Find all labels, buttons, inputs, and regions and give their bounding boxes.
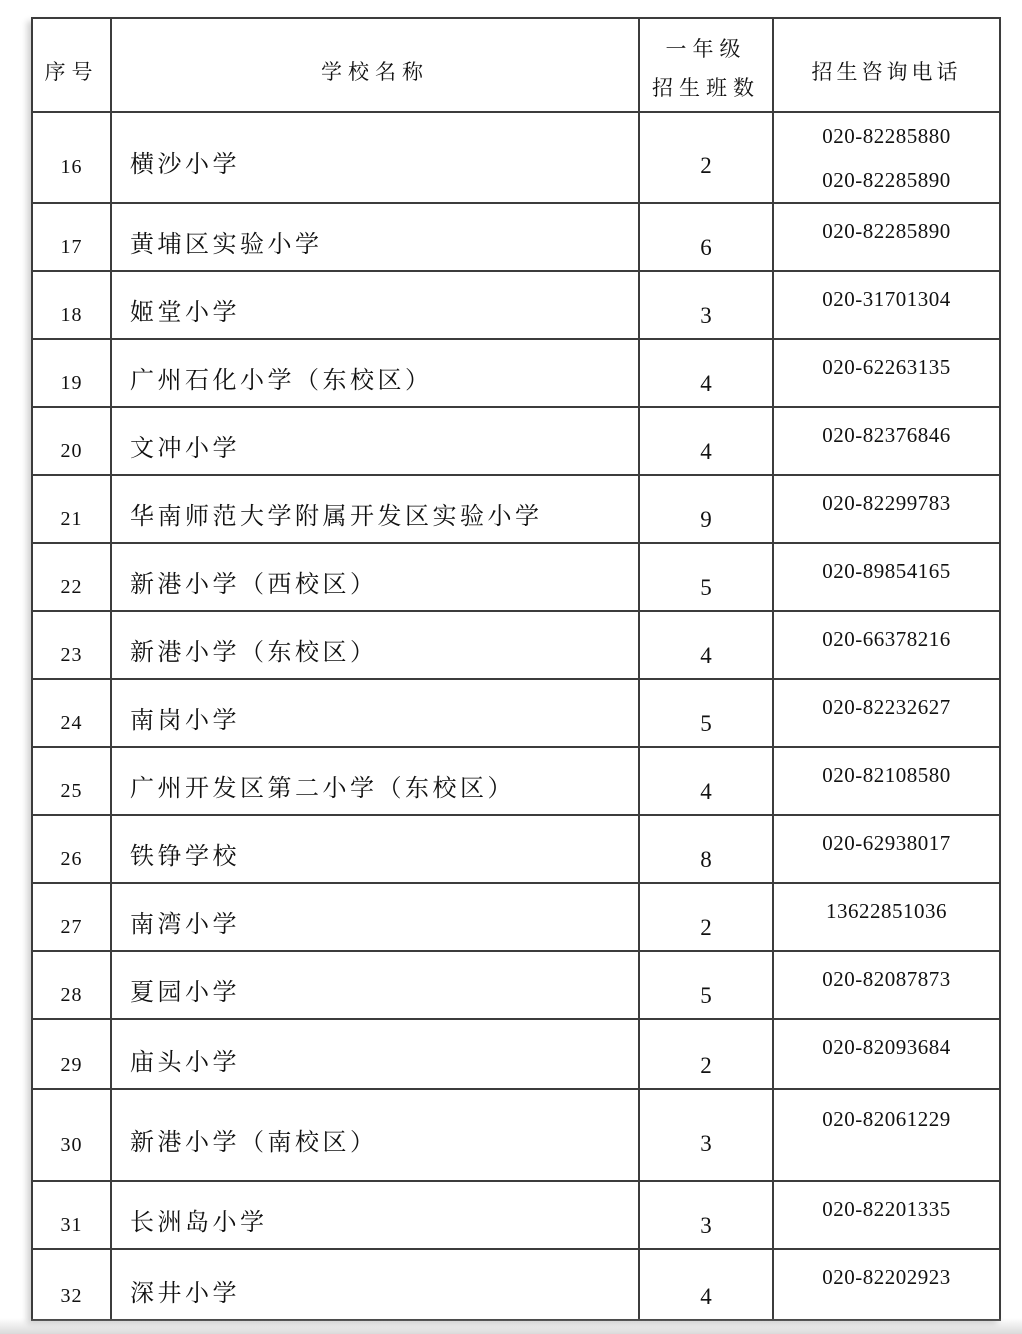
class-count-cell: 4 [640,612,774,678]
header-phone: 招生咨询电话 [811,60,962,84]
phone-number: 020-82202923 [822,1265,951,1289]
phone-cell [774,1090,999,1180]
phone-number: 020-66378216 [822,627,951,651]
index-cell: 27 [33,884,112,950]
index-cell: 21 [33,476,112,542]
header-index: 序号 [33,19,112,111]
table-header-row [33,19,999,113]
school-enrollment-table [31,17,1001,1321]
phone-cell [774,544,999,610]
school-name-cell: 文冲小学 [112,408,640,474]
class-count-cell: 4 [640,408,774,474]
table-body [33,113,999,1319]
school-name-cell: 广州开发区第二小学（东校区） [112,748,640,814]
school-name-cell: 深井小学 [112,1250,640,1319]
table-row [33,1020,999,1090]
phone-cell [774,748,999,814]
header-class-count-line2: 招生班数 [652,76,760,100]
class-count-cell: 4 [640,1250,774,1319]
phone-number: 020-31701304 [822,287,951,311]
table-row [33,1250,999,1319]
school-name-cell: 庙头小学 [112,1020,640,1088]
phone-number: 020-82376846 [822,423,951,447]
index-cell: 26 [33,816,112,882]
phone-cell [774,884,999,950]
index-cell: 20 [33,408,112,474]
phone-cell [774,952,999,1018]
class-count-cell: 8 [640,816,774,882]
school-name-cell: 姬堂小学 [112,272,640,338]
phone-cell [774,476,999,542]
index-cell: 17 [33,204,112,270]
table-row [33,952,999,1020]
table-row [33,408,999,476]
header-class-count-line1: 一年级 [665,37,747,61]
phone-number: 13622851036 [826,899,947,923]
class-count-cell: 2 [640,113,774,202]
class-count-cell: 6 [640,204,774,270]
school-name-cell: 横沙小学 [112,113,640,202]
phone-number: 020-82087873 [822,967,951,991]
phone-cell [774,408,999,474]
header-class-count [640,19,774,111]
phone-number: 020-82285890 [822,219,951,243]
class-count-cell: 5 [640,544,774,610]
index-cell: 28 [33,952,112,1018]
class-count-cell: 3 [640,1182,774,1248]
table-row [33,748,999,816]
index-cell: 18 [33,272,112,338]
table-row [33,612,999,680]
phone-number: 020-82201335 [822,1197,951,1221]
school-name-cell: 南岗小学 [112,680,640,746]
phone-cell [774,1250,999,1319]
school-name-cell: 铁铮学校 [112,816,640,882]
class-count-cell: 2 [640,1020,774,1088]
phone-number: 020-82285890 [822,168,951,192]
class-count-cell: 9 [640,476,774,542]
index-cell: 16 [33,113,112,202]
index-cell: 30 [33,1090,112,1180]
index-cell: 32 [33,1250,112,1319]
index-cell: 24 [33,680,112,746]
phone-cell [774,113,999,202]
table-row [33,204,999,272]
phone-number: 020-62938017 [822,831,951,855]
table-row [33,272,999,340]
class-count-cell: 3 [640,1090,774,1180]
table-row [33,544,999,612]
school-name-cell: 新港小学（西校区） [112,544,640,610]
index-cell: 25 [33,748,112,814]
school-name-cell: 新港小学（南校区） [112,1090,640,1180]
class-count-cell: 4 [640,748,774,814]
phone-number: 020-82232627 [822,695,951,719]
table-row [33,113,999,204]
phone-cell [774,272,999,338]
header-school-name: 学校名称 [112,19,640,111]
table-row [33,1090,999,1182]
table-row [33,1182,999,1250]
phone-number: 020-62263135 [822,355,951,379]
school-name-cell: 新港小学（东校区） [112,612,640,678]
index-cell: 19 [33,340,112,406]
table-row [33,476,999,544]
phone-number: 020-82061229 [822,1107,951,1131]
phone-number: 020-82285880 [822,124,951,148]
class-count-cell: 4 [640,340,774,406]
table-row [33,340,999,408]
class-count-cell: 2 [640,884,774,950]
table-row [33,680,999,748]
index-cell: 22 [33,544,112,610]
index-cell: 29 [33,1020,112,1088]
school-name-cell: 南湾小学 [112,884,640,950]
phone-cell [774,204,999,270]
school-name-cell: 广州石化小学（东校区） [112,340,640,406]
school-name-cell: 华南师范大学附属开发区实验小学 [112,476,640,542]
table-row [33,884,999,952]
phone-number: 020-82093684 [822,1035,951,1059]
class-count-cell: 5 [640,680,774,746]
school-name-cell: 黄埔区实验小学 [112,204,640,270]
school-name-cell: 长洲岛小学 [112,1182,640,1248]
table-row [33,816,999,884]
index-cell: 23 [33,612,112,678]
index-cell: 31 [33,1182,112,1248]
phone-cell [774,612,999,678]
phone-number: 020-82108580 [822,763,951,787]
phone-cell [774,816,999,882]
phone-cell [774,340,999,406]
phone-cell [774,1182,999,1248]
phone-number: 020-82299783 [822,491,951,515]
class-count-cell: 5 [640,952,774,1018]
phone-cell [774,680,999,746]
school-name-cell: 夏园小学 [112,952,640,1018]
phone-cell [774,1020,999,1088]
class-count-cell: 3 [640,272,774,338]
phone-number: 020-89854165 [822,559,951,583]
